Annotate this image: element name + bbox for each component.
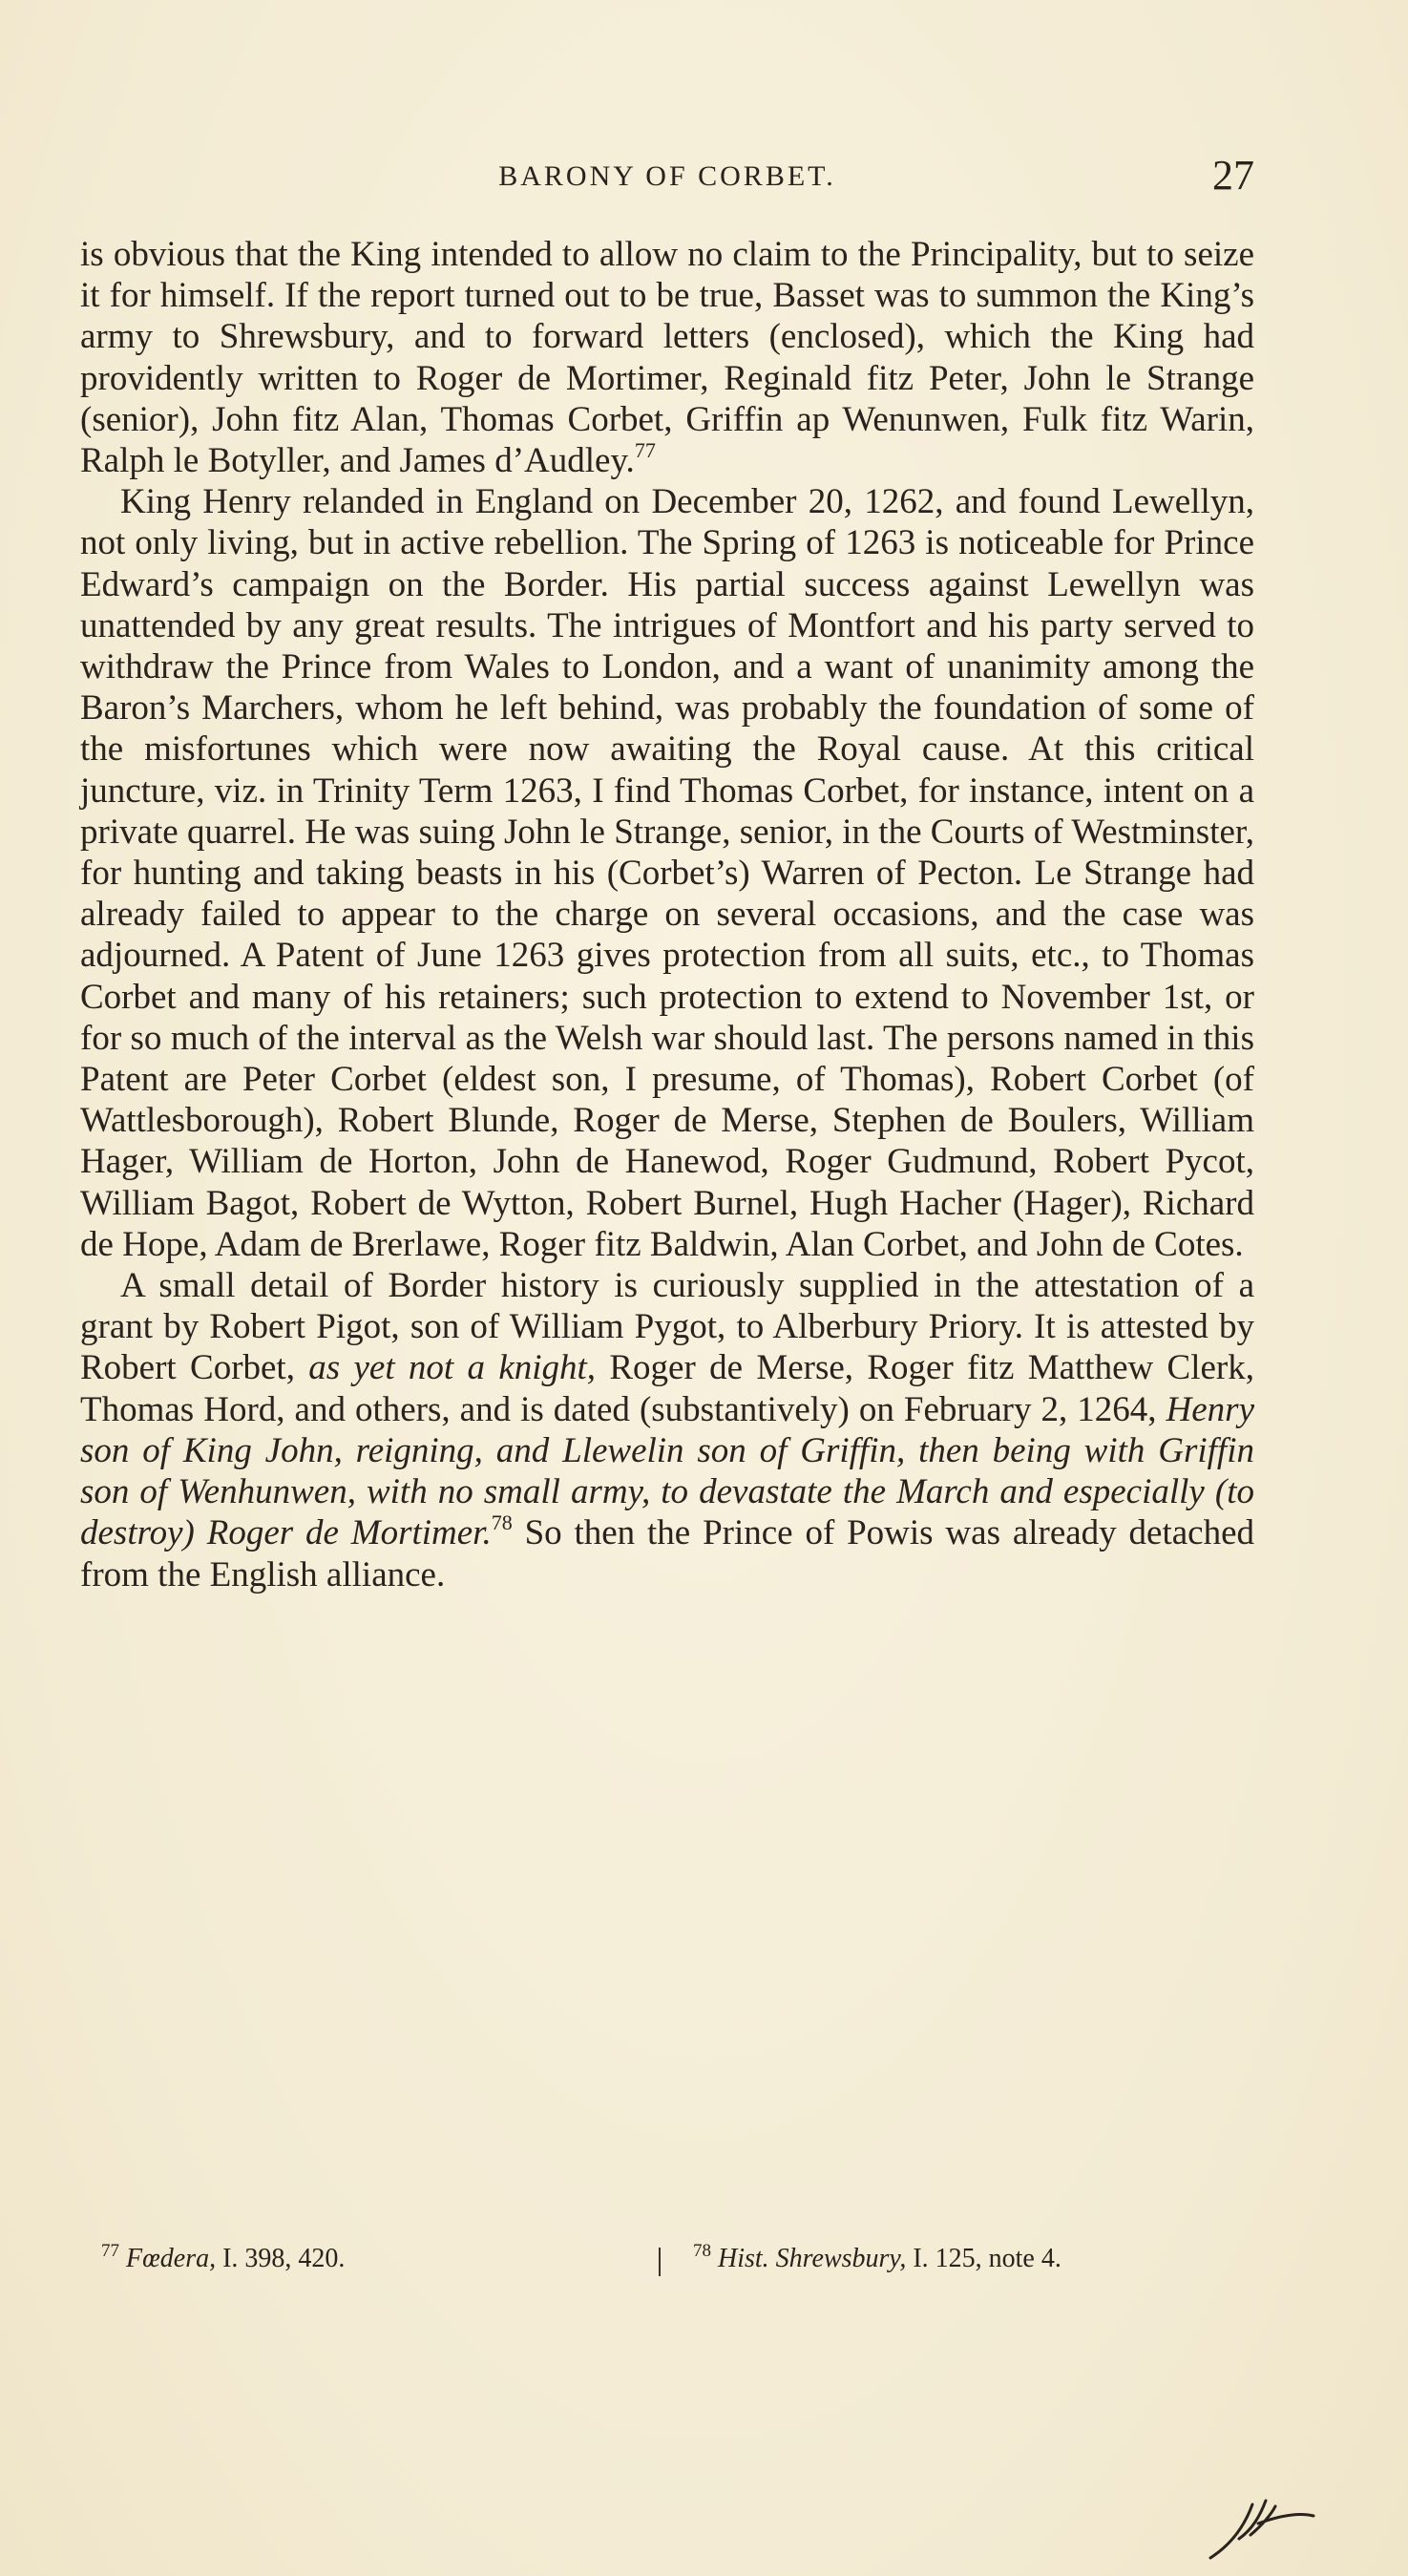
text-run: King Henry relanded in England on December 20, 1262, and found Lewellyn, not only living, but in active rebellion. The Spring of 1263 is noticeable for Prince Edward’s campaign on the Border. His partial success against Lewellyn was unattended by any great results. The intrigues of Montfort and his party served to withdraw the Prince from Wales to London, and a want of unanimity among the Baron’s Marchers, whom he left behind, was probably the foundation of some of the misfortunes which were now awaiting the Royal cause. At this critical juncture, viz. in Trinity Term 1263, I find Thomas Corbet, for instance, intent on a private quarrel. He was suing John le Strange, senior, in the Courts of Westminster, for hunting and taking beasts in his (Corbet’s) Warren of Pecton. Le Strange had already failed to appear to the charge on several occasions, and the case was adjourned. A Patent of June 1263 gives protection from all suits, etc., to Thomas Corbet and many of his retainers; such protection to extend to November 1st, or for so much of the interval as the Welsh war should last. The persons named in this Patent are Peter Corbet (eldest son, I presume, of Thomas), Robert Corbet (of Wattlesborough), Robert Blunde, Roger de Merse, Stephen de Boulers, William Hager, William de Horton, John de Hanewod, Roger Gudmund, Robert Pycot, William Bagot, Robert de Wytton, Robert Burnel, Hugh Hacher (Hager), Richard de Hope, Adam de Brerlawe, Roger fitz Baldwin, Alan Corbet, and John de Cotes. xyxy=(80,482,1254,1264)
text-run: is obvious that the King intended to allow no claim to the Principality, but to seize it for himself. If the report turned out to be true, Basset was to summon the King’s army to Shrewsbury, and to forward letters (enclosed), which the King had providently written to Roger de Mortimer, Reginald fitz Peter, John le Strange (senior), John fitz Alan, Thomas Corbet, Griffin ap Wenunwen, Fulk fitz Warin, Ralph le Botyller, and James d’Audley. xyxy=(80,235,1254,481)
paragraph-3 xyxy=(80,1265,1254,1595)
footnote-78 xyxy=(693,2241,1061,2274)
footnote-reference: I. 398, 420. xyxy=(216,2244,346,2273)
page-number: 27 xyxy=(1212,152,1254,199)
text-run: A small detail of Border history is curiously supplied in the attestation of a grant by Robert Pigot, son of William Pygot, to Alberbury Priory. It is attested by Robert Corbet, xyxy=(80,1266,1254,1388)
footnote-source: Fœdera, xyxy=(126,2244,217,2273)
pen-flourish-icon xyxy=(1203,2487,1317,2564)
italic-text: Henry son of King John, reigning, and Llewelin son of Griffin, then being with Griffin son of Wenhunwen, with no small army, to devastate the March and especially (to destroy) Roger de Mortimer. xyxy=(80,1389,1254,1553)
footnote-reference-marker: 78 xyxy=(491,1510,513,1535)
footnote-marker: 78 xyxy=(693,2241,711,2261)
running-head xyxy=(80,151,1254,201)
footnote-77 xyxy=(101,2241,346,2274)
footnote-marker: 77 xyxy=(101,2241,119,2261)
body-text xyxy=(80,234,1254,1595)
running-title: BARONY OF CORBET. xyxy=(498,160,836,192)
italic-text: as yet not a knight, xyxy=(308,1348,597,1388)
footnote-reference-marker: 77 xyxy=(634,438,656,463)
footnote-divider xyxy=(659,2248,661,2276)
footnote-source: Hist. Shrewsbury, xyxy=(718,2244,907,2273)
text-run: Roger de Merse, Roger fitz Matthew Clerk, Thomas Hord, and others, and is dated (substantively) on February 2, 1264, xyxy=(80,1348,1254,1429)
paragraph-1 xyxy=(80,234,1254,481)
footnotes xyxy=(80,2241,1254,2282)
footnote-reference: I. 125, note 4. xyxy=(906,2244,1061,2273)
paragraph-2 xyxy=(80,481,1254,1265)
text-run: So then the Prince of Powis was already detached from the English alliance. xyxy=(80,1513,1254,1594)
